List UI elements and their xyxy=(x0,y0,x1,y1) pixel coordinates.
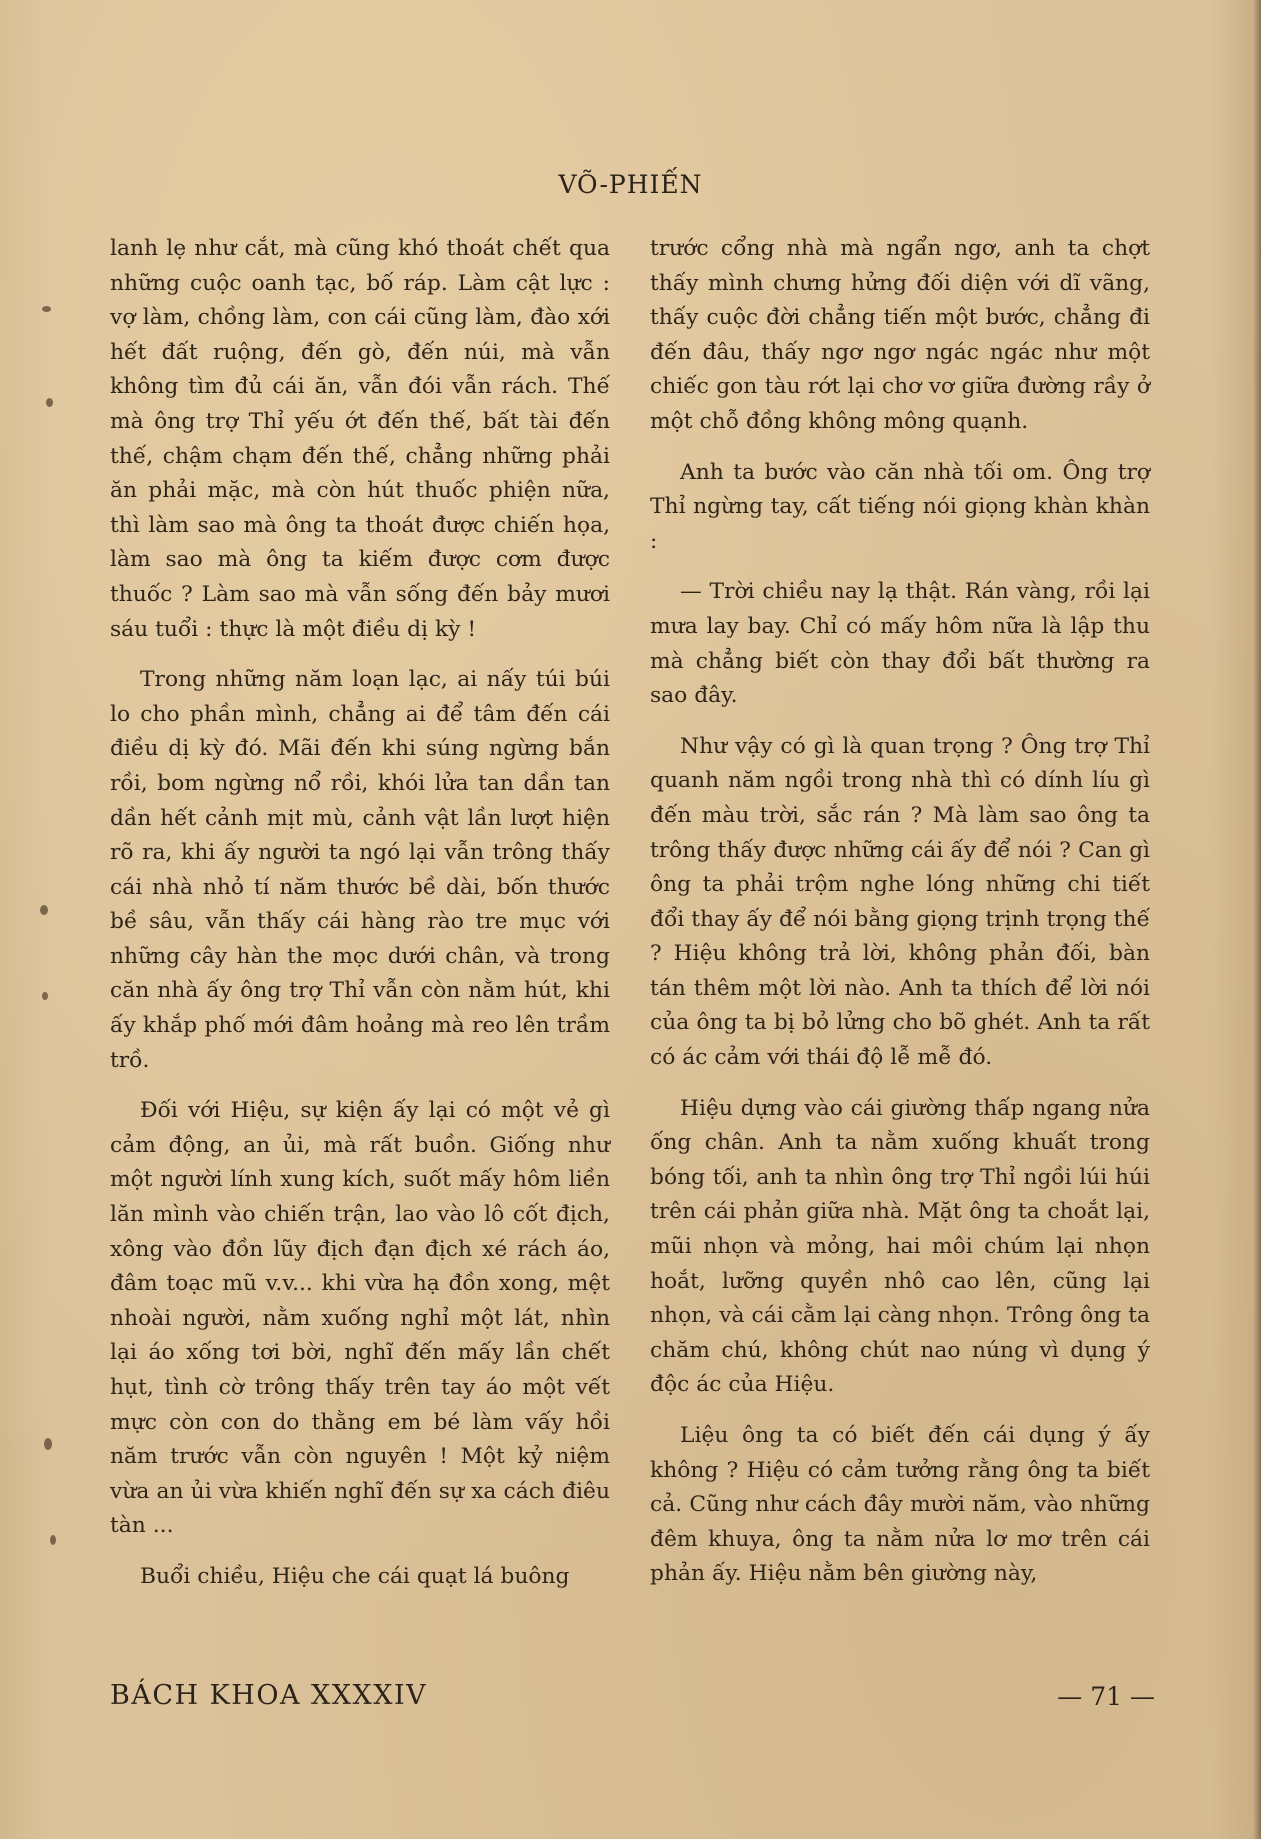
paragraph: Như vậy có gì là quan trọng ? Ông trợ Thỉ quanh năm ngồi trong nhà thì có dính líu gì đến màu trời, sắc rán ? Mà làm sao ông ta trông thấy được những cái ấy để nói ? Can gì ông ta phải trộm nghe lóng những chi tiết đổi thay ấy để nói bằng giọng trịnh trọng thế ? Hiệu không trả lời, không phản đối, bàn tán thêm một lời nào. Anh ta thích để lời nói của ông ta bị bỏ lửng cho bõ ghét. Anh ta rất có ác cảm với thái độ lễ mễ đó. xyxy=(650,733,1150,1071)
binding-hole-mark xyxy=(50,1535,56,1545)
magazine-title-footer: BÁCH KHOA XXXXIV xyxy=(110,1680,428,1711)
paragraph: trước cổng nhà mà ngẩn ngơ, anh ta chợt thấy mình chưng hửng đối diện với dĩ vãng, thấy cuộc đời chẳng tiến một bước, chẳng đi đến đâu, thấy ngơ ngơ ngác ngác như một chiếc gon tàu rớt lại chơ vơ giữa đường rầy ở một chỗ đồng không mông quạnh. xyxy=(650,236,1150,434)
paragraph: Buổi chiều, Hiệu che cái quạt lá buông xyxy=(140,1563,570,1589)
paragraph: Anh ta bước vào căn nhà tối om. Ông trợ Thỉ ngừng tay, cất tiếng nói giọng khàn khàn : xyxy=(650,459,1150,554)
left-text-column xyxy=(110,232,610,1611)
paragraph: Trong những năm loạn lạc, ai nấy túi búi lo cho phần mình, chẳng ai để tâm đến cái điều dị kỳ đó. Mãi đến khi súng ngừng bắn rồi, bom ngừng nổ rồi, khói lửa tan dần tan dần hết cảnh mịt mù, cảnh vật lần lượt hiện rõ ra, khi ấy người ta ngó lại vẫn trông thấy cái nhà nhỏ tí năm thước bề dài, bốn thước bề sâu, vẫn thấy cái hàng rào tre mục với những cây hàn the mọc dưới chân, và trong căn nhà ấy ông trợ Thỉ vẫn còn nằm hút, khi ấy khắp phố mới đâm hoảng mà reo lên trầm trồ. xyxy=(110,667,610,1073)
paragraph: lanh lẹ như cắt, mà cũng khó thoát chết qua những cuộc oanh tạc, bố ráp. Làm cật lực : vợ làm, chồng làm, con cái cũng làm, đào xới hết đất ruộng, đến gò, đến núi, mà vẫn không tìm đủ cái ăn, vẫn đói vẫn rách. Thế mà ông trợ Thỉ yếu ớt đến thế, bất tài đến thế, chậm chạm đến thế, chẳng những phải ăn phải mặc, mà còn hút thuốc phiện nữa, thì làm sao mà ông ta thoát được chiến họa, làm sao mà ông ta kiếm được cơm được thuốc ? Làm sao mà vẫn sống đến bảy mươi sáu tuổi : thực là một điều dị kỳ ! xyxy=(110,236,610,642)
binding-hole-mark xyxy=(44,1438,52,1450)
paragraph: — Trời chiều nay lạ thật. Rán vàng, rồi lại mưa lay bay. Chỉ có mấy hôm nữa là lập thu mà chẳng biết còn thay đổi bất thường ra sao đây. xyxy=(650,579,1150,709)
binding-hole-mark xyxy=(46,398,53,407)
paragraph: Đối với Hiệu, sự kiện ấy lại có một vẻ gì cảm động, an ủi, mà rất buồn. Giống như một người lính xung kích, suốt mấy hôm liền lăn mình vào chiến trận, lao vào lô cốt địch, xông vào đồn lũy địch đạn địch xé rách áo, đâm toạc mũ v.v... khi vừa hạ đồn xong, mệt nhoài người, nằm xuống nghỉ một lát, nhìn lại áo xống tơi bời, nghĩ đến mấy lần chết hụt, tình cờ trông thấy trên tay áo một vết mực còn con do thằng em bé làm vấy hồi năm trước vẫn còn nguyên ! Một kỷ niệm vừa an ủi vừa khiến nghĩ đến sự xa cách điêu tàn ... xyxy=(110,1098,610,1539)
page-edge-shadow xyxy=(1253,0,1261,1839)
paragraph: Liệu ông ta có biết đến cái dụng ý ấy không ? Hiệu có cảm tưởng rằng ông ta biết cả. Cũng như cách đây mười năm, vào những đêm khuya, ông ta nằm nửa lơ mơ trên cái phản ấy. Hiệu nằm bên giường này, xyxy=(650,1423,1150,1587)
page-header-author: VÕ-PHIẾN xyxy=(558,170,703,199)
binding-hole-mark xyxy=(42,306,51,312)
paragraph: Hiệu dựng vào cái giường thấp ngang nửa ống chân. Anh ta nằm xuống khuất trong bóng tối, anh ta nhìn ông trợ Thỉ ngồi lúi húi trên cái phản giữa nhà. Mặt ông ta choắt lại, mũi nhọn và mỏng, hai môi chúm lại nhọn hoắt, lưỡng quyền nhô cao lên, cũng lại nhọn, và cái cằm lại càng nhọn. Trông ông ta chăm chú, không chút nao núng vì dụng ý độc ác của Hiệu. xyxy=(650,1095,1150,1398)
binding-hole-mark xyxy=(40,905,48,915)
binding-hole-mark xyxy=(42,992,48,1000)
page-number: — 71 — xyxy=(1057,1682,1155,1711)
right-text-column xyxy=(650,232,1150,1608)
